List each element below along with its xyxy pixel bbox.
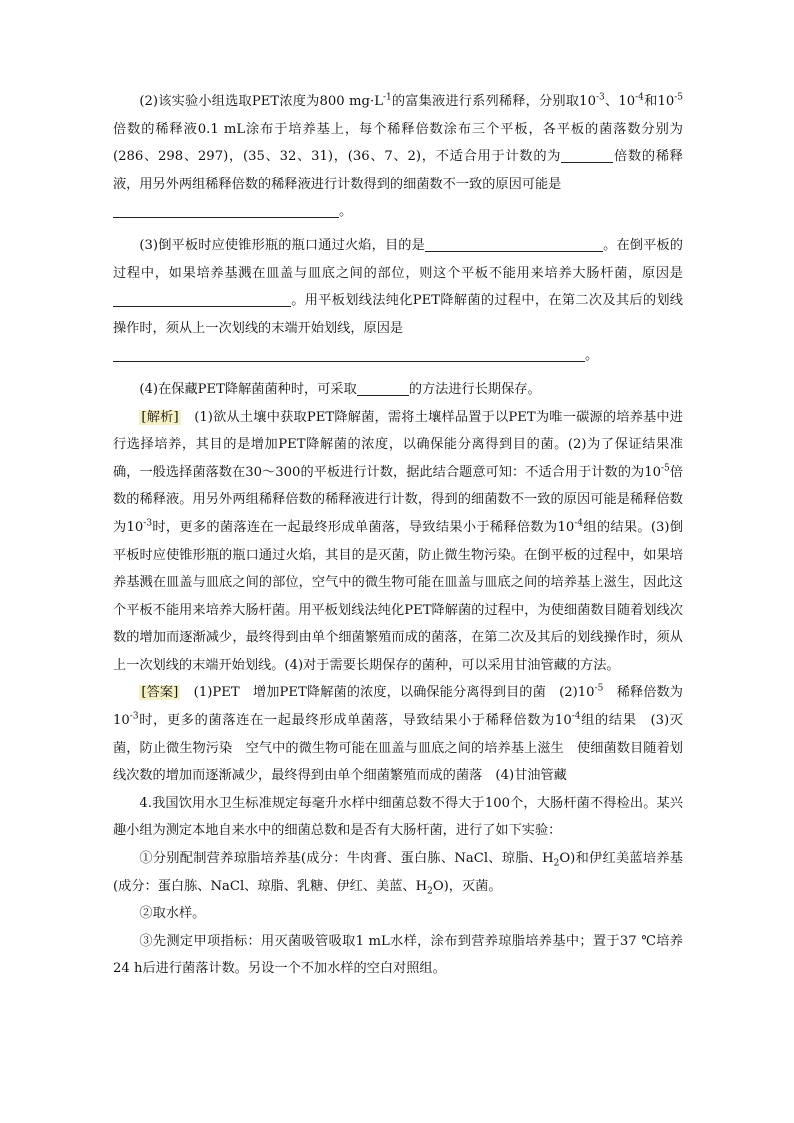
- step1-sub-2: 2: [427, 886, 433, 897]
- answer-text-3: 时，更多的菌落连在一起最终形成单菌落，导致结果小于稀释倍数为10: [138, 713, 572, 729]
- step1-text-c: O)，灭菌。: [432, 878, 502, 894]
- answer-blank-q2-b[interactable]: [113, 201, 339, 218]
- q4-step-3: ③先测定甲项指标：用灭菌吸管吸取1 mL水样，涂布到营养琼脂培养基中；置于37 ℃培养24 h后进行菌落计数。另设一个不加水样的空白对照组。: [113, 933, 683, 977]
- q2-text-1: (2)该实验小组选取PET浓度为800 mg·L: [139, 94, 383, 109]
- q2-sep-a: 、10: [604, 94, 636, 109]
- q3-text-1: (3)倒平板时应使锥形瓶的瓶口通过火焰，目的是: [139, 237, 425, 253]
- q2-text-4: 倍数的稀释液0.1 mL涂布于培养基上，每个稀释倍数涂布三个平板，各平板的菌落数分别为(286、298、297)，(35、32、31)，(36、7、2)，不适合用于计数的为: [113, 121, 683, 165]
- step1-text-a: ①分别配制营养琼脂培养基(成分：牛肉膏、蛋白胨、NaCl、琼脂、H: [139, 851, 554, 867]
- answer-text-1: (1)PET 增加PET降解菌的浓度，以确保能分离得到目的菌 (2)10: [180, 685, 595, 701]
- answer-sup-2: -3: [129, 711, 139, 722]
- q2-sup-c: -5: [674, 92, 684, 103]
- question-4-intro: 4.我国饮用水卫生标准规定每毫升水样中细菌总数不得大于100个，大肠杆菌不得检出。某兴趣小组为测定本地自来水中的细菌总数和是否有大肠杆菌，进行了如下实验：: [113, 795, 683, 839]
- answer-section: [113, 679, 683, 789]
- q2-sup-a: -3: [595, 92, 605, 103]
- analysis-sup-1: -5: [661, 463, 670, 474]
- q2-sup-1: -1: [382, 92, 392, 103]
- answer-text-2: 稀释倍数为10: [113, 685, 683, 729]
- q2-text-3: 和10: [643, 94, 675, 109]
- q2-sup-b: -4: [635, 92, 644, 103]
- step1-sub-1: 2: [553, 858, 560, 869]
- answer-sup-1: -5: [594, 684, 604, 695]
- q3-end: 。: [585, 348, 599, 364]
- q4-text-1: (4)在保藏PET降解菌菌种时，可采取: [139, 381, 357, 397]
- answer-blank-q3-c[interactable]: [113, 345, 585, 362]
- q2-end: 。: [339, 204, 353, 220]
- q4-text-2: 的方法进行长期保存。: [408, 381, 541, 397]
- q2-text-5: 倍数的稀释液，用另外两组稀释倍数的稀释液进行计数得到的细菌数不一致的原因可能是: [113, 149, 683, 192]
- answer-tag: [答案]: [141, 685, 179, 701]
- answer-blank-q4[interactable]: [357, 379, 409, 396]
- analysis-tag: [解析]: [141, 409, 179, 425]
- answer-blank-q3-b[interactable]: [113, 290, 291, 307]
- analysis-text-1: (1)欲从土壤中获取PET降解菌，需将土壤样品置于以PET为唯一碳源的培养基中进行选择培养，其目的是增加PET降解菌的浓度，以确保能分离得到目的菌。(2)为了保证结果准确，一般选择菌落数在30～300的平板进行计数，据此结合题意可知：不适合用于计数的为10: [113, 409, 683, 480]
- analysis-sup-3: -4: [574, 518, 583, 529]
- answer-sup-3: -4: [571, 711, 581, 722]
- analysis-text-4: 组的结果。(3)倒平板时应使锥形瓶的瓶口通过火焰，其目的是灭菌，防止微生物污染。在倒平板的过程中，如果培养基溅在皿盖与皿底之间的部位，空气中的微生物可能在皿盖与皿底之间的培养基上滋生，因此这个平板不能用来培养大肠杆菌。用平板划线法纯化PET降解菌的过程中，为使细菌数目随着划线次数的增加而逐渐减少，最终得到由单个细菌繁殖而成的菌落，在第二次及其后的划线操作时，须从上一次划线的末端开始划线。(4)对于需要长期保存的菌种，可以采用甘油管藏的方法。: [113, 519, 684, 673]
- question-2: [113, 88, 683, 226]
- question-3: [113, 232, 683, 370]
- q4-step-2: ②取水样。: [139, 906, 206, 922]
- document-page: [113, 88, 683, 983]
- answer-blank-q2-a[interactable]: [561, 146, 613, 163]
- step1-text-b: O)和伊红美蓝培养基(成分：蛋白胨、NaCl、琼脂、乳糖、伊红、美蓝、H: [113, 851, 683, 894]
- q4-step-1: [113, 845, 683, 900]
- q3-text-2: 。在倒平板的过程中，如果培养基溅在皿盖与皿底之间的部位，则这个平板不能用来培养大肠杆菌，原因是: [113, 237, 683, 281]
- q2-text-2: 的富集液进行系列稀释，分别取10: [391, 94, 596, 109]
- q3-text-3: 。用平板划线法纯化PET降解菌的过程中，在第二次及其后的划线操作时，须从上一次划线的末端开始划线，原因是: [113, 293, 683, 336]
- answer-blank-q3-a[interactable]: [425, 235, 603, 252]
- analysis-text-3: 时，更多的菌落连在一起最终形成单菌落，导致结果小于稀释倍数为10: [152, 519, 575, 535]
- analysis-text-2: 倍数的稀释液。用另外两组稀释倍数的稀释液进行计数，得到的细菌数不一致的原因可能是稀释倍数为10: [113, 464, 684, 535]
- question-4: [113, 376, 683, 404]
- analysis-section: [113, 404, 683, 680]
- answer-text-4: 组的结果 (3)灭菌，防止微生物污染 空气中的微生物可能在皿盖与皿底之间的培养基上滋生 使细菌数目随着划线次数的增加而逐渐减少，最终得到由单个细菌繁殖而成的菌落 (4)甘油管藏: [113, 713, 683, 784]
- analysis-sup-2: -3: [143, 518, 153, 529]
